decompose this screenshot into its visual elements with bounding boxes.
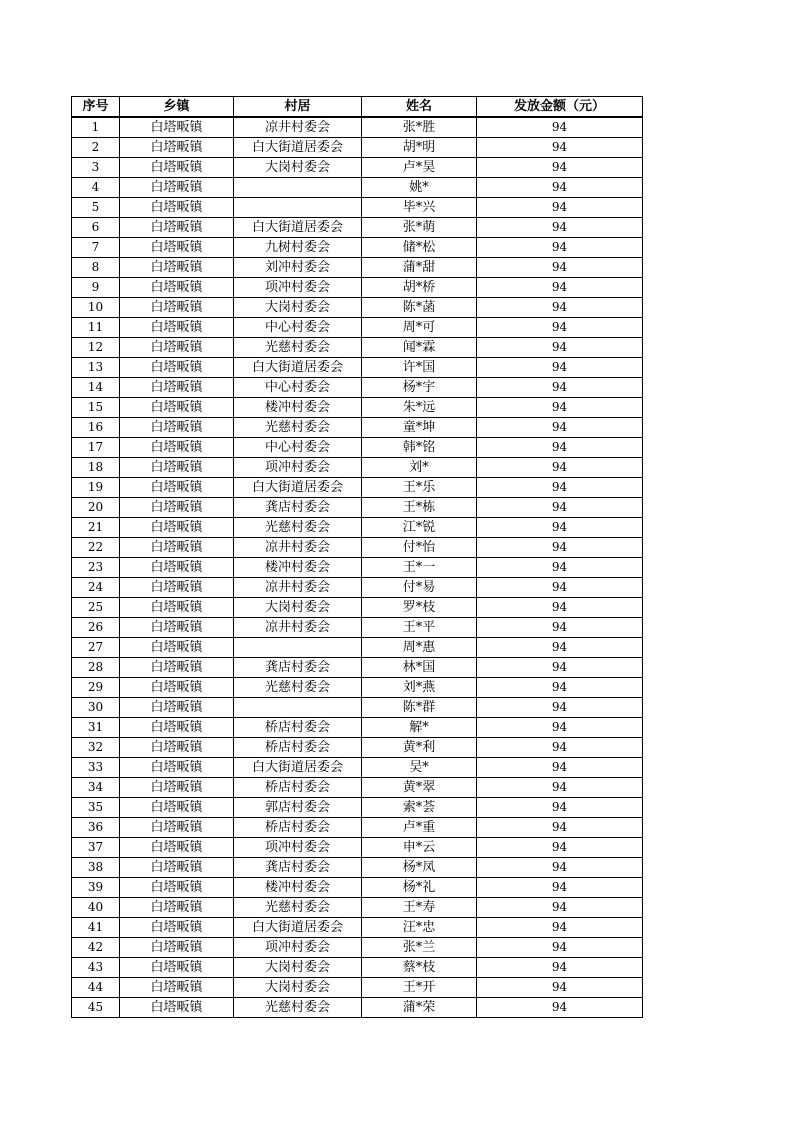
cell-name: 周*可 (362, 318, 477, 338)
cell-index: 12 (72, 338, 120, 358)
cell-village: 白大街道居委会 (234, 218, 362, 238)
cell-amount: 94 (477, 918, 643, 938)
cell-village: 白大街道居委会 (234, 918, 362, 938)
table-row (72, 678, 643, 698)
cell-amount: 94 (477, 198, 643, 218)
cell-name: 罗*枝 (362, 598, 477, 618)
table-row (72, 998, 643, 1018)
cell-town: 白塔畈镇 (120, 398, 234, 418)
cell-name: 杨*凤 (362, 858, 477, 878)
cell-village: 光慈村委会 (234, 518, 362, 538)
cell-index: 8 (72, 258, 120, 278)
cell-town: 白塔畈镇 (120, 158, 234, 178)
cell-amount: 94 (477, 658, 643, 678)
cell-town: 白塔畈镇 (120, 898, 234, 918)
cell-index: 5 (72, 198, 120, 218)
cell-index: 10 (72, 298, 120, 318)
cell-amount: 94 (477, 898, 643, 918)
cell-name: 陈*群 (362, 698, 477, 718)
cell-village: 楼冲村委会 (234, 398, 362, 418)
cell-town: 白塔畈镇 (120, 278, 234, 298)
cell-village: 中心村委会 (234, 438, 362, 458)
cell-village: 桥店村委会 (234, 738, 362, 758)
cell-town: 白塔畈镇 (120, 798, 234, 818)
cell-amount: 94 (477, 798, 643, 818)
cell-amount: 94 (477, 618, 643, 638)
cell-town: 白塔畈镇 (120, 438, 234, 458)
cell-index: 23 (72, 558, 120, 578)
cell-amount: 94 (477, 778, 643, 798)
table-row (72, 618, 643, 638)
table-row (72, 438, 643, 458)
cell-name: 江*锐 (362, 518, 477, 538)
cell-amount: 94 (477, 758, 643, 778)
cell-index: 40 (72, 898, 120, 918)
table-row (72, 918, 643, 938)
cell-village: 凉井村委会 (234, 618, 362, 638)
cell-town: 白塔畈镇 (120, 338, 234, 358)
cell-index: 17 (72, 438, 120, 458)
cell-amount: 94 (477, 978, 643, 998)
cell-town: 白塔畈镇 (120, 758, 234, 778)
cell-amount: 94 (477, 598, 643, 618)
cell-amount: 94 (477, 878, 643, 898)
header-amount: 发放金额（元） (477, 97, 643, 118)
cell-index: 39 (72, 878, 120, 898)
cell-village: 光慈村委会 (234, 418, 362, 438)
cell-village: 项冲村委会 (234, 838, 362, 858)
table-row (72, 538, 643, 558)
cell-village (234, 698, 362, 718)
cell-town: 白塔畈镇 (120, 838, 234, 858)
table-row (72, 358, 643, 378)
cell-amount: 94 (477, 638, 643, 658)
table-row (72, 138, 643, 158)
cell-name: 储*松 (362, 238, 477, 258)
header-village: 村居 (234, 97, 362, 118)
table-row (72, 778, 643, 798)
cell-town: 白塔畈镇 (120, 718, 234, 738)
cell-amount: 94 (477, 278, 643, 298)
cell-index: 16 (72, 418, 120, 438)
table-row (72, 518, 643, 538)
cell-amount: 94 (477, 458, 643, 478)
cell-amount: 94 (477, 418, 643, 438)
cell-name: 付*怡 (362, 538, 477, 558)
header-row (72, 97, 643, 118)
cell-town: 白塔畈镇 (120, 458, 234, 478)
cell-village: 项冲村委会 (234, 458, 362, 478)
table-body (72, 117, 643, 1018)
header-name: 姓名 (362, 97, 477, 118)
cell-town: 白塔畈镇 (120, 778, 234, 798)
cell-amount: 94 (477, 838, 643, 858)
table-row (72, 798, 643, 818)
cell-name: 蒲*甜 (362, 258, 477, 278)
table-row (72, 878, 643, 898)
cell-name: 卢*重 (362, 818, 477, 838)
cell-town: 白塔畈镇 (120, 578, 234, 598)
cell-town: 白塔畈镇 (120, 478, 234, 498)
cell-amount: 94 (477, 738, 643, 758)
cell-name: 刘* (362, 458, 477, 478)
cell-village: 郭店村委会 (234, 798, 362, 818)
cell-town: 白塔畈镇 (120, 638, 234, 658)
cell-amount: 94 (477, 958, 643, 978)
cell-amount: 94 (477, 498, 643, 518)
cell-name: 童*坤 (362, 418, 477, 438)
cell-town: 白塔畈镇 (120, 178, 234, 198)
table-row (72, 398, 643, 418)
cell-index: 18 (72, 458, 120, 478)
cell-index: 3 (72, 158, 120, 178)
cell-name: 蔡*枝 (362, 958, 477, 978)
cell-index: 37 (72, 838, 120, 858)
cell-amount: 94 (477, 398, 643, 418)
cell-village: 光慈村委会 (234, 898, 362, 918)
cell-town: 白塔畈镇 (120, 318, 234, 338)
cell-village: 项冲村委会 (234, 938, 362, 958)
cell-index: 44 (72, 978, 120, 998)
cell-town: 白塔畈镇 (120, 518, 234, 538)
cell-town: 白塔畈镇 (120, 538, 234, 558)
cell-name: 闻*霖 (362, 338, 477, 358)
cell-town: 白塔畈镇 (120, 818, 234, 838)
cell-amount: 94 (477, 998, 643, 1018)
cell-village: 中心村委会 (234, 378, 362, 398)
cell-amount: 94 (477, 818, 643, 838)
cell-village (234, 638, 362, 658)
table-row (72, 117, 643, 138)
cell-name: 杨*宇 (362, 378, 477, 398)
cell-name: 杨*礼 (362, 878, 477, 898)
cell-amount: 94 (477, 238, 643, 258)
subsidy-table (71, 96, 643, 1018)
cell-village: 龚店村委会 (234, 658, 362, 678)
cell-town: 白塔畈镇 (120, 658, 234, 678)
cell-index: 7 (72, 238, 120, 258)
cell-index: 25 (72, 598, 120, 618)
cell-town: 白塔畈镇 (120, 418, 234, 438)
cell-village: 白大街道居委会 (234, 358, 362, 378)
table-row (72, 898, 643, 918)
cell-town: 白塔畈镇 (120, 117, 234, 138)
cell-index: 1 (72, 117, 120, 138)
cell-name: 黄*利 (362, 738, 477, 758)
cell-village (234, 198, 362, 218)
table-row (72, 458, 643, 478)
cell-village: 凉井村委会 (234, 117, 362, 138)
cell-town: 白塔畈镇 (120, 618, 234, 638)
cell-index: 33 (72, 758, 120, 778)
cell-town: 白塔畈镇 (120, 378, 234, 398)
cell-amount: 94 (477, 338, 643, 358)
table-row (72, 938, 643, 958)
cell-amount: 94 (477, 298, 643, 318)
cell-name: 黄*翠 (362, 778, 477, 798)
cell-town: 白塔畈镇 (120, 858, 234, 878)
cell-index: 28 (72, 658, 120, 678)
cell-village (234, 178, 362, 198)
cell-name: 蒲*荣 (362, 998, 477, 1018)
cell-town: 白塔畈镇 (120, 678, 234, 698)
table-row (72, 278, 643, 298)
table-row (72, 818, 643, 838)
cell-town: 白塔畈镇 (120, 598, 234, 618)
table-row (72, 338, 643, 358)
cell-village: 大岗村委会 (234, 978, 362, 998)
cell-village: 桥店村委会 (234, 818, 362, 838)
cell-village: 项冲村委会 (234, 278, 362, 298)
cell-town: 白塔畈镇 (120, 738, 234, 758)
cell-amount: 94 (477, 158, 643, 178)
table-row (72, 858, 643, 878)
table-row (72, 158, 643, 178)
cell-name: 林*国 (362, 658, 477, 678)
table-row (72, 418, 643, 438)
cell-amount: 94 (477, 718, 643, 738)
cell-amount: 94 (477, 858, 643, 878)
cell-index: 24 (72, 578, 120, 598)
table-row (72, 298, 643, 318)
cell-index: 45 (72, 998, 120, 1018)
cell-town: 白塔畈镇 (120, 558, 234, 578)
cell-village: 中心村委会 (234, 318, 362, 338)
cell-amount: 94 (477, 218, 643, 238)
cell-name: 王*栋 (362, 498, 477, 518)
table-row (72, 638, 643, 658)
cell-village: 光慈村委会 (234, 338, 362, 358)
cell-name: 申*云 (362, 838, 477, 858)
cell-name: 周*惠 (362, 638, 477, 658)
table-row (72, 498, 643, 518)
table-row (72, 758, 643, 778)
cell-index: 6 (72, 218, 120, 238)
header-town: 乡镇 (120, 97, 234, 118)
cell-town: 白塔畈镇 (120, 698, 234, 718)
cell-town: 白塔畈镇 (120, 198, 234, 218)
cell-village: 龚店村委会 (234, 498, 362, 518)
cell-name: 索*荟 (362, 798, 477, 818)
cell-village: 光慈村委会 (234, 678, 362, 698)
cell-name: 付*易 (362, 578, 477, 598)
cell-index: 4 (72, 178, 120, 198)
cell-village: 桥店村委会 (234, 718, 362, 738)
cell-amount: 94 (477, 698, 643, 718)
cell-index: 29 (72, 678, 120, 698)
cell-village: 光慈村委会 (234, 998, 362, 1018)
cell-index: 42 (72, 938, 120, 958)
cell-name: 解* (362, 718, 477, 738)
cell-village: 九树村委会 (234, 238, 362, 258)
cell-name: 许*国 (362, 358, 477, 378)
cell-amount: 94 (477, 318, 643, 338)
cell-town: 白塔畈镇 (120, 238, 234, 258)
table-row (72, 598, 643, 618)
cell-index: 36 (72, 818, 120, 838)
table-row (72, 218, 643, 238)
cell-amount: 94 (477, 138, 643, 158)
cell-village: 刘冲村委会 (234, 258, 362, 278)
table-row (72, 478, 643, 498)
cell-name: 胡*明 (362, 138, 477, 158)
table-row (72, 698, 643, 718)
table-row (72, 978, 643, 998)
table-row (72, 198, 643, 218)
cell-amount: 94 (477, 678, 643, 698)
cell-town: 白塔畈镇 (120, 358, 234, 378)
cell-village: 大岗村委会 (234, 158, 362, 178)
cell-town: 白塔畈镇 (120, 298, 234, 318)
cell-name: 吴* (362, 758, 477, 778)
cell-index: 31 (72, 718, 120, 738)
cell-town: 白塔畈镇 (120, 998, 234, 1018)
cell-index: 13 (72, 358, 120, 378)
cell-name: 王*开 (362, 978, 477, 998)
cell-name: 胡*桥 (362, 278, 477, 298)
cell-name: 王*乐 (362, 478, 477, 498)
cell-amount: 94 (477, 538, 643, 558)
cell-village: 白大街道居委会 (234, 138, 362, 158)
cell-name: 朱*远 (362, 398, 477, 418)
cell-name: 王*寿 (362, 898, 477, 918)
cell-name: 王*一 (362, 558, 477, 578)
cell-name: 卢*昊 (362, 158, 477, 178)
table-row (72, 258, 643, 278)
table-row (72, 558, 643, 578)
cell-index: 19 (72, 478, 120, 498)
table-row (72, 738, 643, 758)
cell-index: 43 (72, 958, 120, 978)
table-row (72, 238, 643, 258)
cell-village: 大岗村委会 (234, 958, 362, 978)
table-row (72, 718, 643, 738)
cell-index: 38 (72, 858, 120, 878)
cell-index: 30 (72, 698, 120, 718)
cell-amount: 94 (477, 938, 643, 958)
cell-town: 白塔畈镇 (120, 258, 234, 278)
cell-village: 大岗村委会 (234, 298, 362, 318)
cell-amount: 94 (477, 558, 643, 578)
cell-amount: 94 (477, 258, 643, 278)
cell-town: 白塔畈镇 (120, 498, 234, 518)
table-row (72, 958, 643, 978)
cell-village: 楼冲村委会 (234, 558, 362, 578)
cell-index: 15 (72, 398, 120, 418)
cell-village: 凉井村委会 (234, 538, 362, 558)
cell-index: 35 (72, 798, 120, 818)
cell-amount: 94 (477, 438, 643, 458)
cell-index: 22 (72, 538, 120, 558)
cell-index: 14 (72, 378, 120, 398)
cell-name: 王*平 (362, 618, 477, 638)
table-row (72, 578, 643, 598)
cell-town: 白塔畈镇 (120, 878, 234, 898)
cell-amount: 94 (477, 117, 643, 138)
cell-town: 白塔畈镇 (120, 978, 234, 998)
cell-amount: 94 (477, 178, 643, 198)
cell-name: 张*萌 (362, 218, 477, 238)
cell-index: 21 (72, 518, 120, 538)
table-row (72, 838, 643, 858)
cell-index: 41 (72, 918, 120, 938)
cell-index: 26 (72, 618, 120, 638)
cell-name: 刘*燕 (362, 678, 477, 698)
cell-town: 白塔畈镇 (120, 938, 234, 958)
cell-name: 汪*忠 (362, 918, 477, 938)
cell-index: 27 (72, 638, 120, 658)
cell-town: 白塔畈镇 (120, 958, 234, 978)
cell-name: 张*兰 (362, 938, 477, 958)
cell-village: 龚店村委会 (234, 858, 362, 878)
header-index: 序号 (72, 97, 120, 118)
cell-amount: 94 (477, 478, 643, 498)
cell-index: 34 (72, 778, 120, 798)
cell-village: 楼冲村委会 (234, 878, 362, 898)
cell-name: 陈*菡 (362, 298, 477, 318)
cell-index: 2 (72, 138, 120, 158)
cell-name: 毕*兴 (362, 198, 477, 218)
cell-village: 大岗村委会 (234, 598, 362, 618)
table-row (72, 658, 643, 678)
cell-village: 白大街道居委会 (234, 478, 362, 498)
cell-village: 白大街道居委会 (234, 758, 362, 778)
cell-index: 11 (72, 318, 120, 338)
cell-amount: 94 (477, 518, 643, 538)
cell-town: 白塔畈镇 (120, 138, 234, 158)
cell-name: 姚* (362, 178, 477, 198)
cell-amount: 94 (477, 578, 643, 598)
table-row (72, 178, 643, 198)
cell-index: 20 (72, 498, 120, 518)
cell-village: 凉井村委会 (234, 578, 362, 598)
table-row (72, 318, 643, 338)
cell-town: 白塔畈镇 (120, 918, 234, 938)
cell-index: 9 (72, 278, 120, 298)
cell-index: 32 (72, 738, 120, 758)
table-row (72, 378, 643, 398)
cell-amount: 94 (477, 378, 643, 398)
cell-town: 白塔畈镇 (120, 218, 234, 238)
cell-name: 张*胜 (362, 117, 477, 138)
cell-village: 桥店村委会 (234, 778, 362, 798)
cell-amount: 94 (477, 358, 643, 378)
cell-name: 韩*铭 (362, 438, 477, 458)
